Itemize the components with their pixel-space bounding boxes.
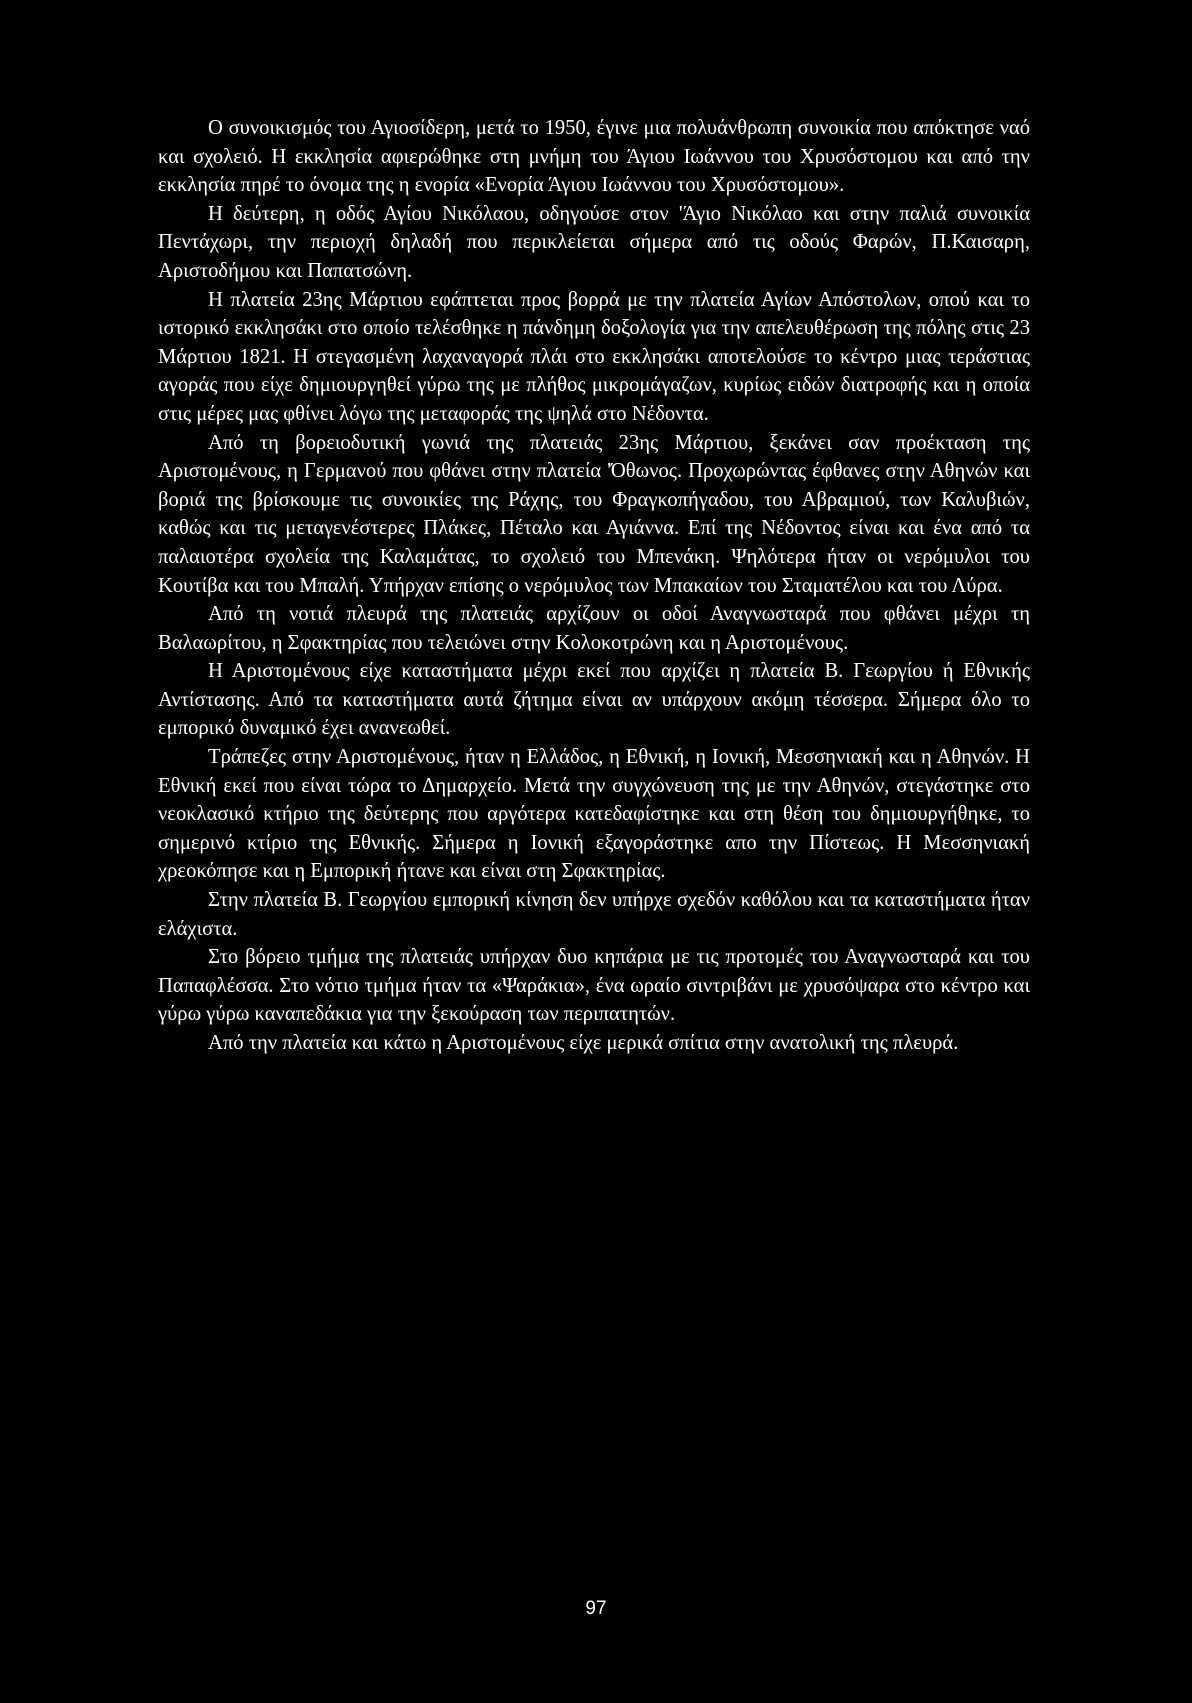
body-text	[158, 114, 1030, 1058]
paragraph-6: Η Αριστομένους είχε καταστήματα μέχρι εκεί που αρχίζει η πλατεία Β. Γεωργίου ή Εθνικής Αντίστασης. Από τα καταστήματα αυτά ζήτημα είναι αν υπάρχουν ακόμη τέσσερα. Σήμερα όλο το εμπορικό δυναμικό έχει ανανεωθεί.	[158, 660, 1030, 740]
paragraph-3: Η πλατεία 23ης Μάρτιου εφάπτεται προς βορρά με την πλατεία Αγίων Απόστολων, οπού και το ιστορικό εκκλησάκι στο οποίο τελέσθηκε η πάνδημη δοξολογία για την απελευθέρωση της πόλης στις 23 Μάρτιου 1821. Η στεγασμένη λαχαναγορά πλάι στο εκκλησάκι αποτελούσε το κέντρο μιας τεράστιας αγοράς που είχε δημιουργηθεί γύρω της με πλήθος μικρομάγαζων, κυρίως ειδών διατροφής και η οποία στις μέρες μας φθίνει λόγω της μεταφοράς της ψηλά στο Νέδοντα.	[158, 288, 1030, 425]
paragraph-7: Τράπεζες στην Αριστομένους, ήταν η Ελλάδος, η Εθνική, η Ιονική, Μεσσηνιακή και η Αθηνών. Η Εθνική εκεί που είναι τώρα το Δημαρχείο. Μετά την συγχώνευση της με την Αθηνών, στεγάστηκε στο νεοκλασικό κτήριο της δεύτερης που αργότερα κατεδαφίστηκε και στη θέση του δημιουργήθηκε, το σημερινό κτίριο της Εθνικής. Σήμερα η Ιονική εξαγοράστηκε απο την Πίστεως. Η Μεσσηνιακή χρεοκόπησε και η Εμπορική ήτανε και είναι στη Σφακτηρίας.	[158, 746, 1030, 883]
paragraph-4: Από τη βορειοδυτική γωνιά της πλατειάς 23ης Μάρτιου, ξεκάνει σαν προέκταση της Αριστομένους, η Γερμανού που φθάνει στην πλατεία 'Όθωνος. Προχωρώντας έφθανες στην Αθηνών και βοριά της βρίσκουμε τις συνοικίες της Ράχης, του Φραγκοπήγαδου, του Αβραμιού, των Καλυβιών, καθώς και τις μεταγενέστερες Πλάκες, Πέταλο και Αγιάννα. Επί της Νέδοντος είναι και ένα από τα παλαιοτέρα σχολεία της Καλαμάτας, το σχολειό του Μπενάκη. Ψηλότερα ήταν οι νερόμυλοι του Κουτίβα και του Μπαλή. Υπήρχαν επίσης ο νερόμυλος των Μπακαίων του Σταματέλου και του Λύρα.	[158, 431, 1030, 597]
page-number: 97	[585, 1598, 607, 1619]
paragraph-8: Στην πλατεία Β. Γεωργίου εμπορική κίνηση δεν υπήρχε σχεδόν καθόλου και τα καταστήματα ήταν ελάχιστα.	[158, 889, 1030, 940]
paragraph-10: Από την πλατεία και κάτω η Αριστομένους είχε μερικά σπίτια στην ανατολική της πλευρά.	[208, 1032, 959, 1054]
paragraph-2: Η δεύτερη, η οδός Αγίου Νικόλαου, οδηγούσε στον 'Άγιο Νικόλαο και στην παλιά συνοικία Πεντάχωρι, την περιοχή δηλαδή που περικλείεται σήμερα από τις οδούς Φαρών, Π.Καισαρη, Αριστοδήμου και Παπατσώνη.	[158, 202, 1030, 282]
paragraph-1: Ο συνοικισμός του Αγιοσίδερη, μετά το 1950, έγινε μια πολυάνθρωπη συνοικία που απόκτησε ναό και σχολειό. Η εκκλησία αφιερώθηκε στη μνήμη του Άγιου Ιωάννου του Χρυσόστομου και από την εκκλησία πηρέ το όνομα της η ενορία «Ενορία Άγιου Ιωάννου του Χρυσόστομου».	[158, 117, 1030, 197]
paragraph-5: Από τη νοτιά πλευρά της πλατειάς αρχίζουν οι οδοί Αναγνωσταρά που φθάνει μέχρι τη Βαλαωρίτου, η Σφακτηρίας που τελειώνει στην Κολοκοτρώνη και η Αριστομένους.	[158, 603, 1030, 654]
paragraph-9: Στο βόρειο τμήμα της πλατειάς υπήρχαν δυο κηπάρια με τις προτομές του Αναγνωσταρά και του Παπαφλέσσα. Στο νότιο τμήμα ήταν τα «Ψαράκια», ένα ωραίο σιντριβάνι με χρυσόψαρα στο κέντρο και γύρω γύρω καναπεδάκια για την ξεκούραση των περιπατητών.	[158, 946, 1030, 1026]
